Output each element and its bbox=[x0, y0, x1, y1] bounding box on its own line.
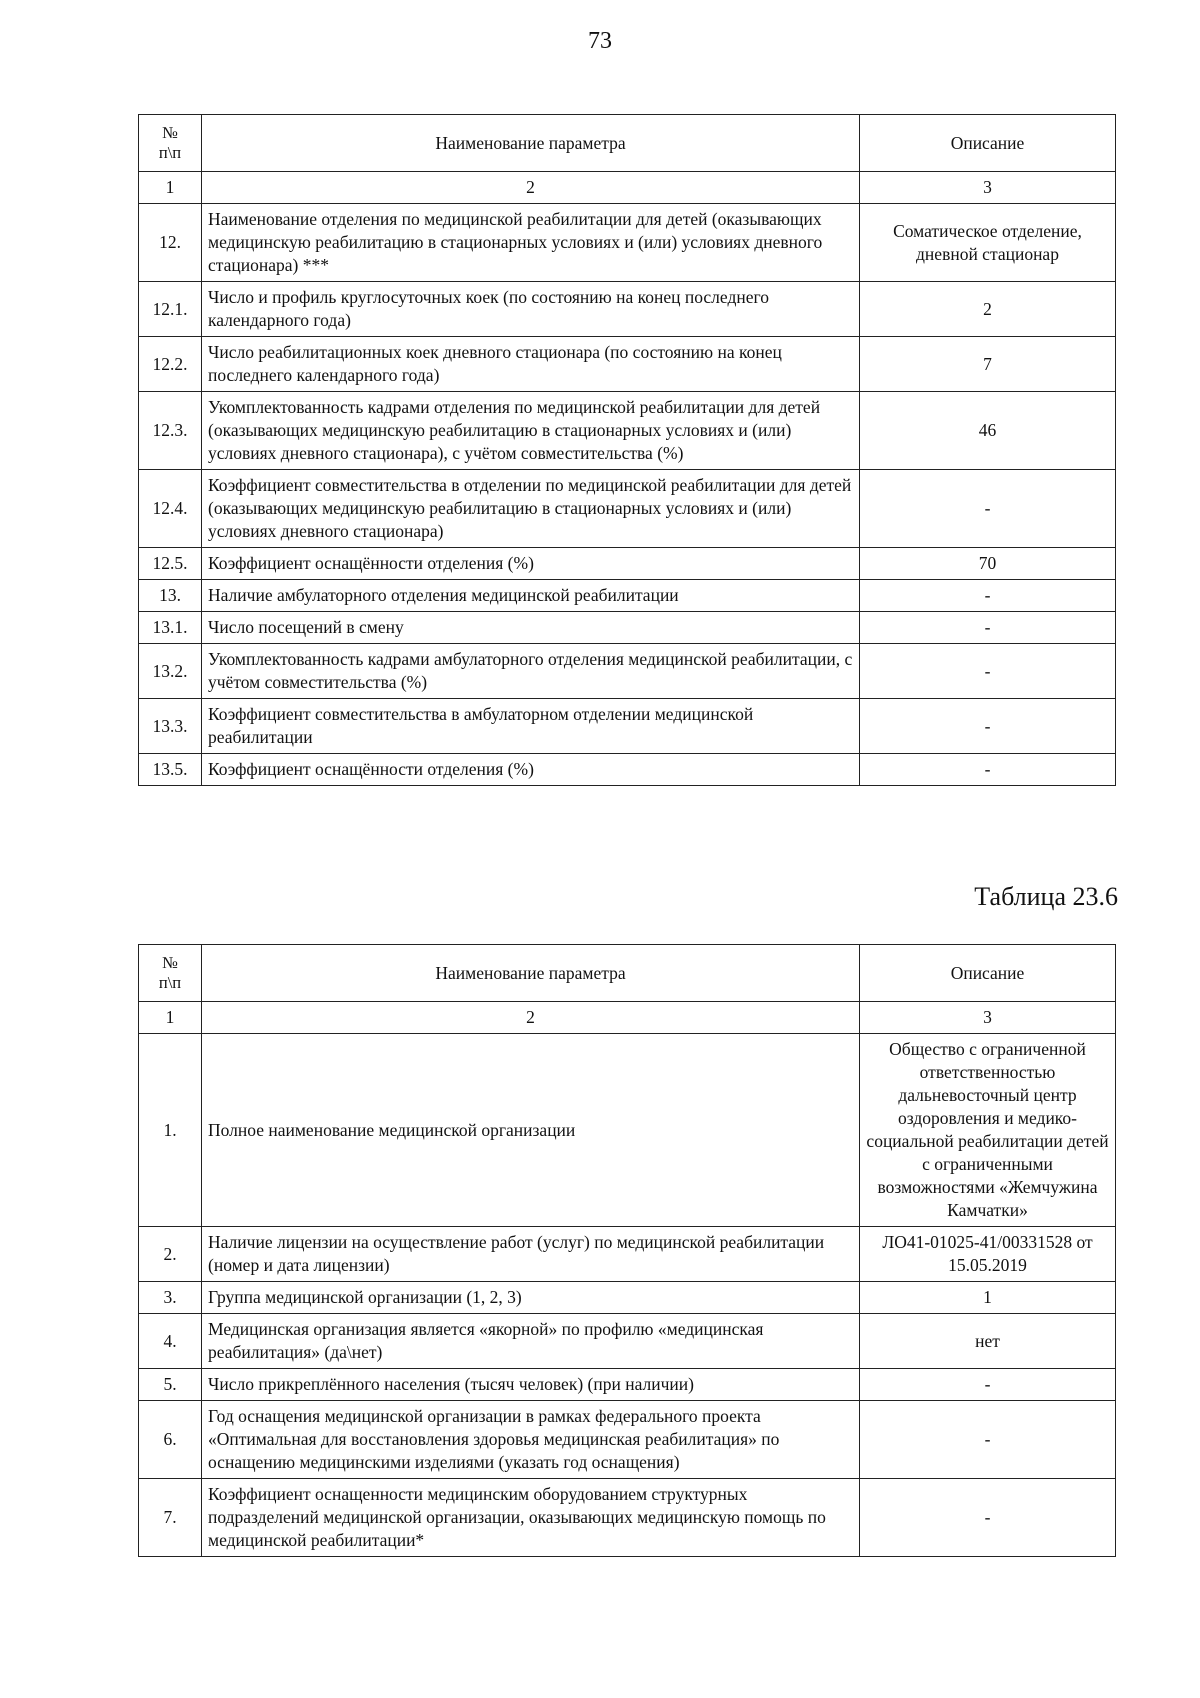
row-name-cell: Число прикреплённого населения (тысяч человек) (при наличии) bbox=[202, 1369, 860, 1401]
table-row bbox=[139, 1282, 1116, 1314]
row-number-cell: 12.4. bbox=[139, 470, 202, 548]
row-description-cell: нет bbox=[860, 1314, 1116, 1369]
row-description-cell: Соматическое отделение, дневной стационар bbox=[860, 204, 1116, 282]
row-number-cell: 12.2. bbox=[139, 337, 202, 392]
row-name-cell: Укомплектованность кадрами отделения по медицинской реабилитации для детей (оказывающих медицинскую реабилитацию в стационарных условиях и (или) условиях дневного стационара), с учётом совместительства (%) bbox=[202, 392, 860, 470]
row-description-cell: - bbox=[860, 754, 1116, 786]
table-row bbox=[139, 282, 1116, 337]
table-row bbox=[139, 1314, 1116, 1369]
row-number-cell: 5. bbox=[139, 1369, 202, 1401]
header-desc: Описание bbox=[860, 115, 1116, 172]
table-row bbox=[139, 1479, 1116, 1557]
table-row bbox=[139, 1034, 1116, 1227]
row-number-cell: 12.5. bbox=[139, 548, 202, 580]
row-description-cell: Общество с ограниченной ответственностью дальневосточный центр оздоровления и медико-социальной реабилитации детей с ограниченными возможностями «Жемчужина Камчатки» bbox=[860, 1034, 1116, 1227]
table-header-row bbox=[139, 945, 1116, 1002]
row-number-cell: 2. bbox=[139, 1227, 202, 1282]
index-cell: 2 bbox=[202, 172, 860, 204]
parameters-table-2 bbox=[138, 944, 1116, 1557]
table-row bbox=[139, 1369, 1116, 1401]
row-number-cell: 13.1. bbox=[139, 612, 202, 644]
row-number-cell: 4. bbox=[139, 1314, 202, 1369]
row-description-cell: - bbox=[860, 470, 1116, 548]
row-description-cell: - bbox=[860, 1401, 1116, 1479]
row-description-cell: - bbox=[860, 644, 1116, 699]
row-description-cell: - bbox=[860, 1479, 1116, 1557]
table-caption: Таблица 23.6 bbox=[974, 882, 1118, 911]
row-number-cell: 12. bbox=[139, 204, 202, 282]
table-row bbox=[139, 470, 1116, 548]
header-num bbox=[139, 945, 202, 1002]
index-cell: 1 bbox=[139, 172, 202, 204]
header-name: Наименование параметра bbox=[202, 945, 860, 1002]
row-number-cell: 12.1. bbox=[139, 282, 202, 337]
row-name-cell: Коэффициент совместительства в амбулаторном отделении медицинской реабилитации bbox=[202, 699, 860, 754]
row-name-cell: Медицинская организация является «якорной» по профилю «медицинская реабилитация» (да\нет) bbox=[202, 1314, 860, 1369]
header-num bbox=[139, 115, 202, 172]
row-description-cell: - bbox=[860, 1369, 1116, 1401]
row-description-cell: 1 bbox=[860, 1282, 1116, 1314]
row-name-cell: Год оснащения медицинской организации в рамках федерального проекта «Оптимальная для восстановления здоровья медицинская реабилитация» по оснащению медицинскими изделиями (указать год оснащения) bbox=[202, 1401, 860, 1479]
table-row bbox=[139, 754, 1116, 786]
column-index-row bbox=[139, 1002, 1116, 1034]
row-number-cell: 6. bbox=[139, 1401, 202, 1479]
page-number: 73 bbox=[588, 28, 612, 54]
index-cell: 2 bbox=[202, 1002, 860, 1034]
table-row bbox=[139, 644, 1116, 699]
row-name-cell: Число посещений в смену bbox=[202, 612, 860, 644]
row-name-cell: Наличие лицензии на осуществление работ (услуг) по медицинской реабилитации (номер и дата лицензии) bbox=[202, 1227, 860, 1282]
table-row bbox=[139, 699, 1116, 754]
table-row bbox=[139, 204, 1116, 282]
row-name-cell: Коэффициент оснащённости отделения (%) bbox=[202, 548, 860, 580]
row-description-cell: 2 bbox=[860, 282, 1116, 337]
header-num-text: № п\п bbox=[158, 953, 182, 992]
index-cell: 1 bbox=[139, 1002, 202, 1034]
row-description-cell: 70 bbox=[860, 548, 1116, 580]
row-description-cell: - bbox=[860, 699, 1116, 754]
row-name-cell: Группа медицинской организации (1, 2, 3) bbox=[202, 1282, 860, 1314]
table-header-row bbox=[139, 115, 1116, 172]
row-number-cell: 13.5. bbox=[139, 754, 202, 786]
row-number-cell: 3. bbox=[139, 1282, 202, 1314]
row-description-cell: 46 bbox=[860, 392, 1116, 470]
row-description-cell: 7 bbox=[860, 337, 1116, 392]
row-name-cell: Число реабилитационных коек дневного стационара (по состоянию на конец последнего календарного года) bbox=[202, 337, 860, 392]
index-cell: 3 bbox=[860, 172, 1116, 204]
row-name-cell: Коэффициент совместительства в отделении по медицинской реабилитации для детей (оказывающих медицинскую реабилитацию в стационарных условиях и (или) условиях дневного стационара) bbox=[202, 470, 860, 548]
table-row bbox=[139, 337, 1116, 392]
row-name-cell: Коэффициент оснащённости отделения (%) bbox=[202, 754, 860, 786]
row-number-cell: 13.3. bbox=[139, 699, 202, 754]
row-description-cell: - bbox=[860, 612, 1116, 644]
row-number-cell: 13.2. bbox=[139, 644, 202, 699]
row-number-cell: 1. bbox=[139, 1034, 202, 1227]
index-cell: 3 bbox=[860, 1002, 1116, 1034]
parameters-table-1 bbox=[138, 114, 1116, 786]
row-number-cell: 12.3. bbox=[139, 392, 202, 470]
table-row bbox=[139, 580, 1116, 612]
row-description-cell: - bbox=[860, 580, 1116, 612]
row-name-cell: Коэффициент оснащенности медицинским оборудованием структурных подразделений медицинской организации, оказывающих медицинскую помощь по медицинской реабилитации* bbox=[202, 1479, 860, 1557]
row-name-cell: Полное наименование медицинской организации bbox=[202, 1034, 860, 1227]
row-name-cell: Число и профиль круглосуточных коек (по состоянию на конец последнего календарного года) bbox=[202, 282, 860, 337]
table-row bbox=[139, 392, 1116, 470]
column-index-row bbox=[139, 172, 1116, 204]
row-name-cell: Наличие амбулаторного отделения медицинской реабилитации bbox=[202, 580, 860, 612]
row-name-cell: Укомплектованность кадрами амбулаторного отделения медицинской реабилитации, с учётом совместительства (%) bbox=[202, 644, 860, 699]
row-name-cell: Наименование отделения по медицинской реабилитации для детей (оказывающих медицинскую реабилитацию в стационарных условиях и (или) условиях дневного стационара) *** bbox=[202, 204, 860, 282]
header-name: Наименование параметра bbox=[202, 115, 860, 172]
row-number-cell: 7. bbox=[139, 1479, 202, 1557]
row-number-cell: 13. bbox=[139, 580, 202, 612]
table-row bbox=[139, 1401, 1116, 1479]
header-desc: Описание bbox=[860, 945, 1116, 1002]
row-description-cell: ЛО41-01025-41/00331528 от 15.05.2019 bbox=[860, 1227, 1116, 1282]
table-row bbox=[139, 548, 1116, 580]
header-num-text: № п\п bbox=[158, 123, 182, 162]
table-row bbox=[139, 612, 1116, 644]
table-row bbox=[139, 1227, 1116, 1282]
